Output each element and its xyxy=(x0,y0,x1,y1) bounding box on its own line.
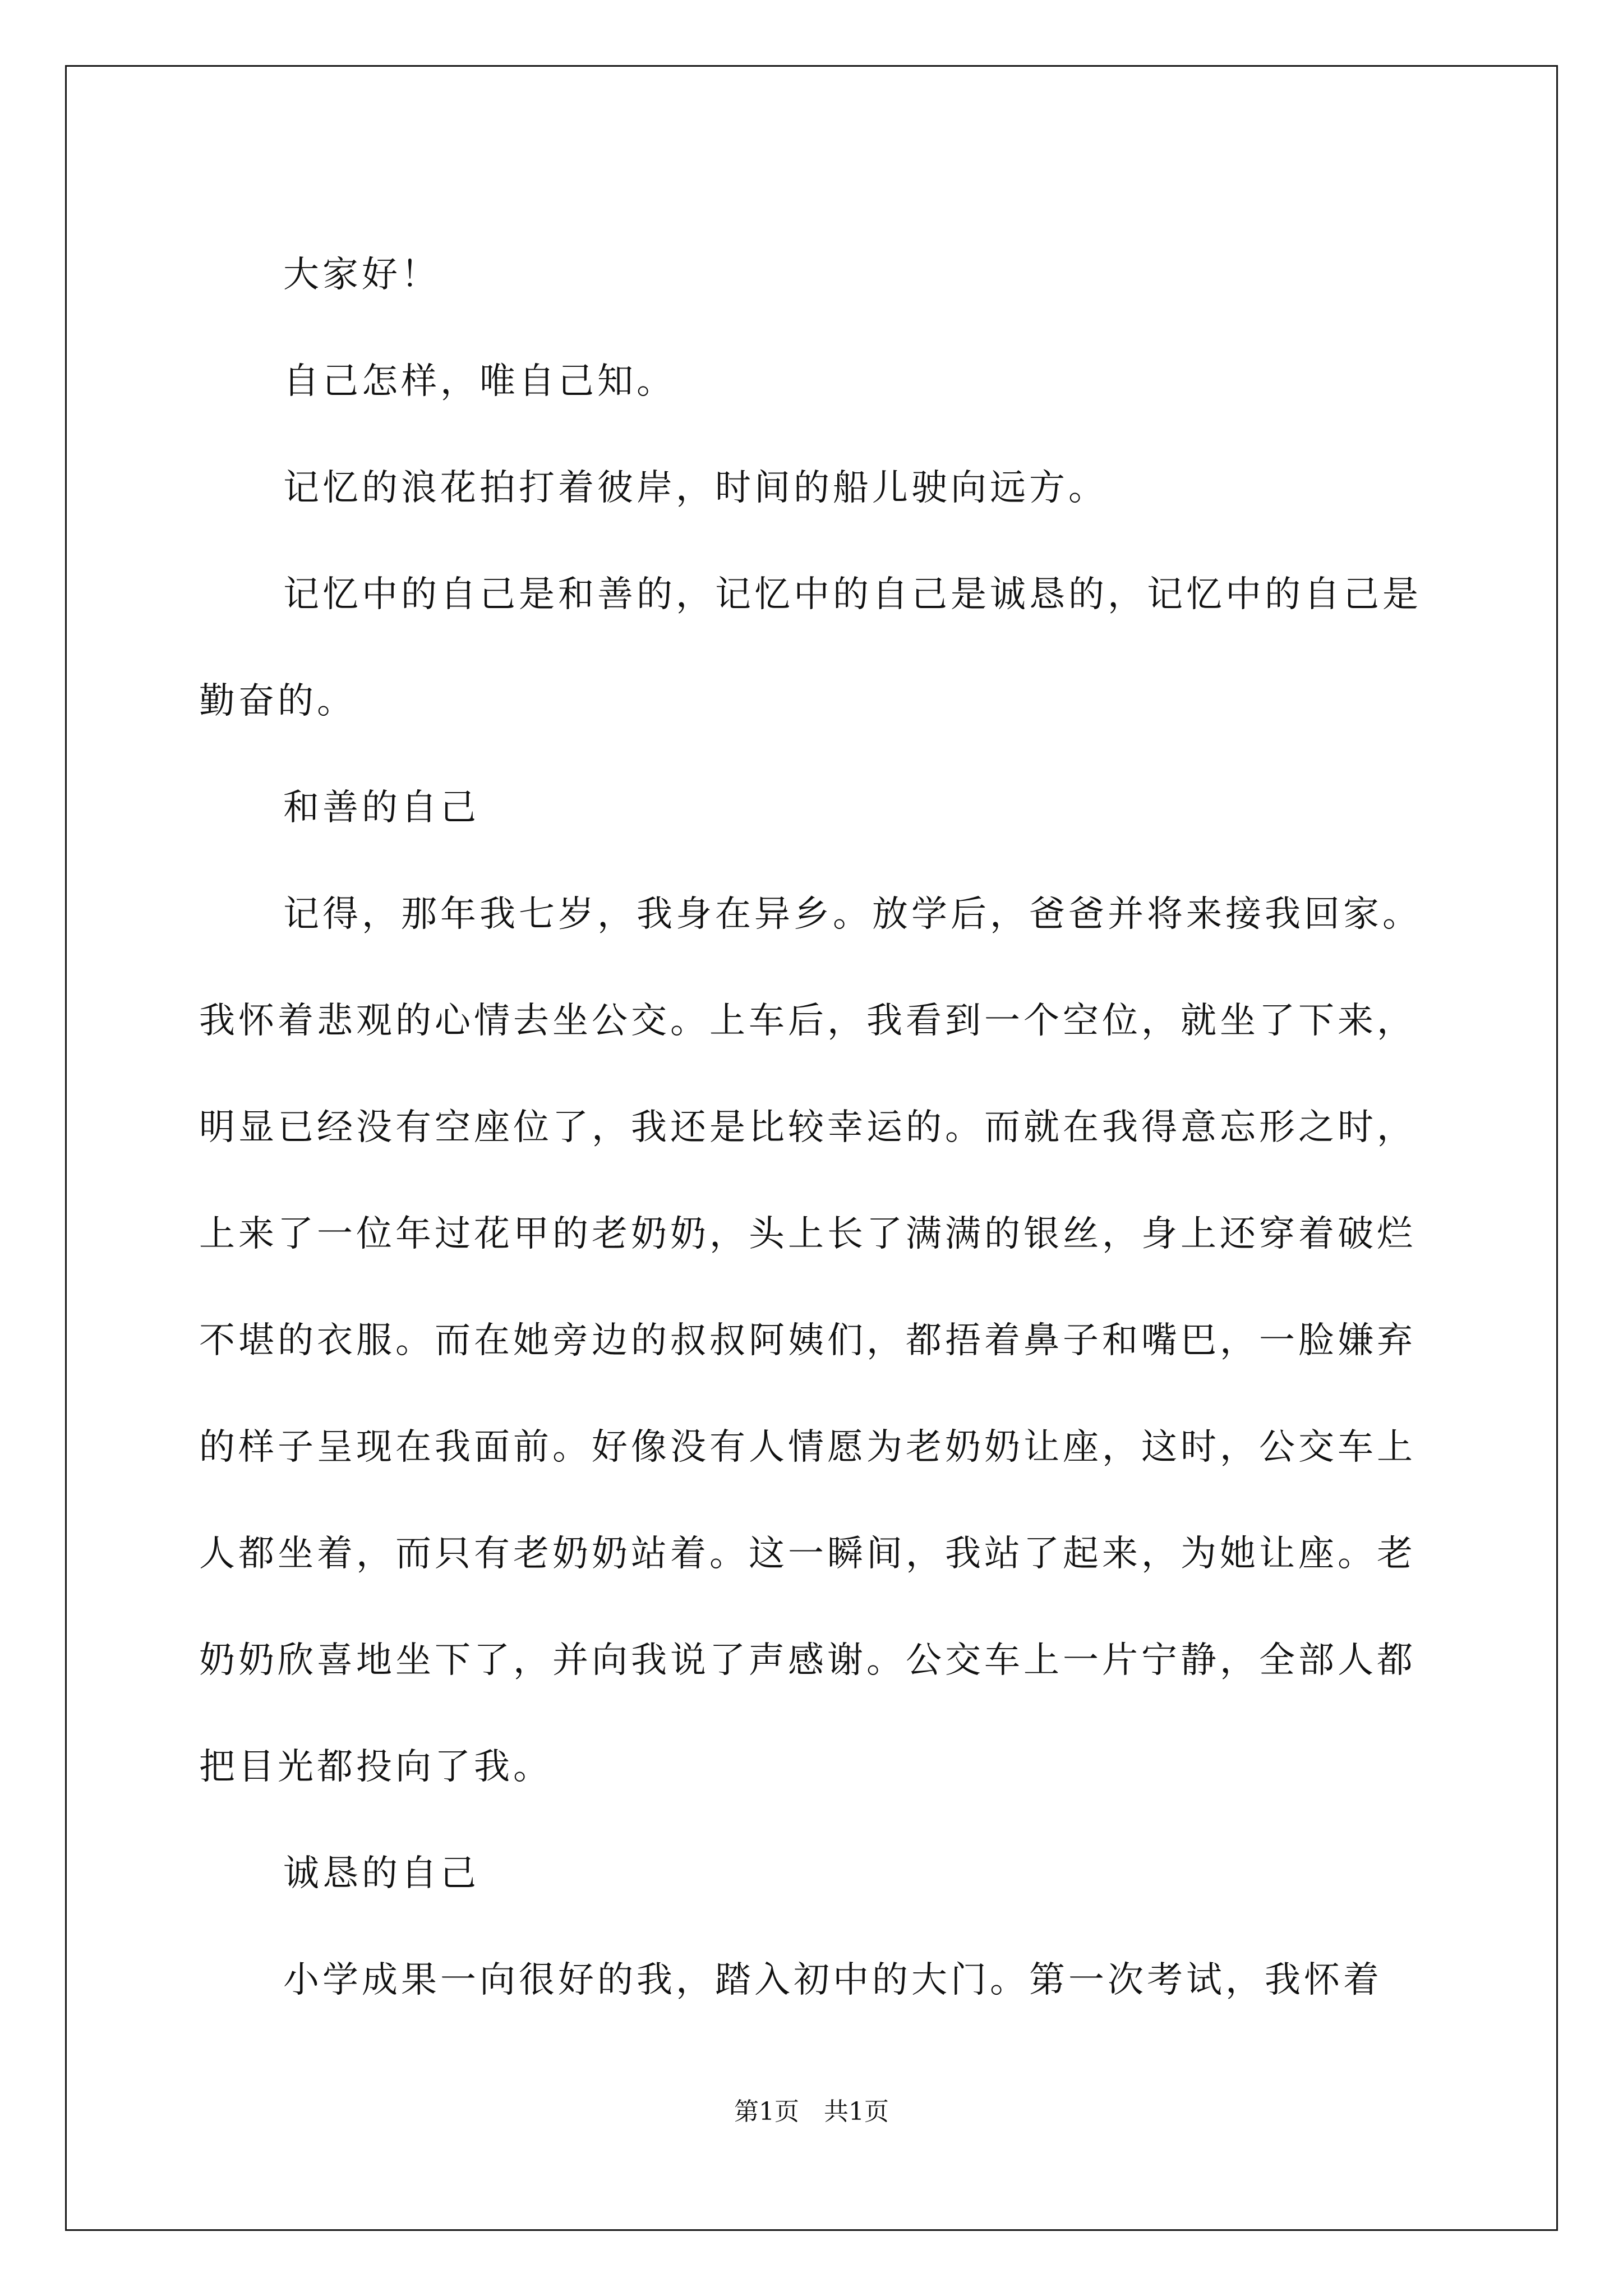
document-body xyxy=(199,222,1433,2033)
body-paragraph: 记得，那年我七岁，我身在异乡。放学后，爸爸并将来接我回家。我怀着悲观的心情去坐公交。上车后，我看到一个空位，就坐了下来，明显已经没有空座位了，我还是比较幸运的。而就在我得意忘形之时，上来了一位年过花甲的老奶奶，头上长了满满的银丝，身上还穿着破烂不堪的衣服。而在她旁边的叔叔阿姨们，都捂着鼻子和嘴巴，一脸嫌弃的样子呈现在我面前。好像没有人情愿为老奶奶让座，这时，公交车上人都坐着，而只有老奶奶站着。这一瞬间，我站了起来，为她让座。老奶奶欣喜地坐下了，并向我说了声感谢。公交车上一片宁静，全部人都把目光都投向了我。 xyxy=(199,894,1422,1788)
section-heading: 和善的自己 xyxy=(283,787,479,829)
page-footer: 第1页 共1页 xyxy=(734,2097,889,2126)
body-paragraph: 记忆中的自己是和善的，记忆中的自己是诚恳的，记忆中的自己是勤奋的。 xyxy=(199,574,1422,722)
body-paragraph: 自己怎样，唯自己知。 xyxy=(283,361,676,402)
body-paragraph: 记忆的浪花拍打着彼岸，时间的船儿驶向远方。 xyxy=(283,467,1108,509)
greeting-paragraph: 大家好！ xyxy=(283,254,440,296)
section-heading: 诚恳的自己 xyxy=(283,1853,479,1894)
body-paragraph: 小学成果一向很好的我，踏入初中的大门。第一次考试，我怀着 xyxy=(283,1959,1382,2001)
